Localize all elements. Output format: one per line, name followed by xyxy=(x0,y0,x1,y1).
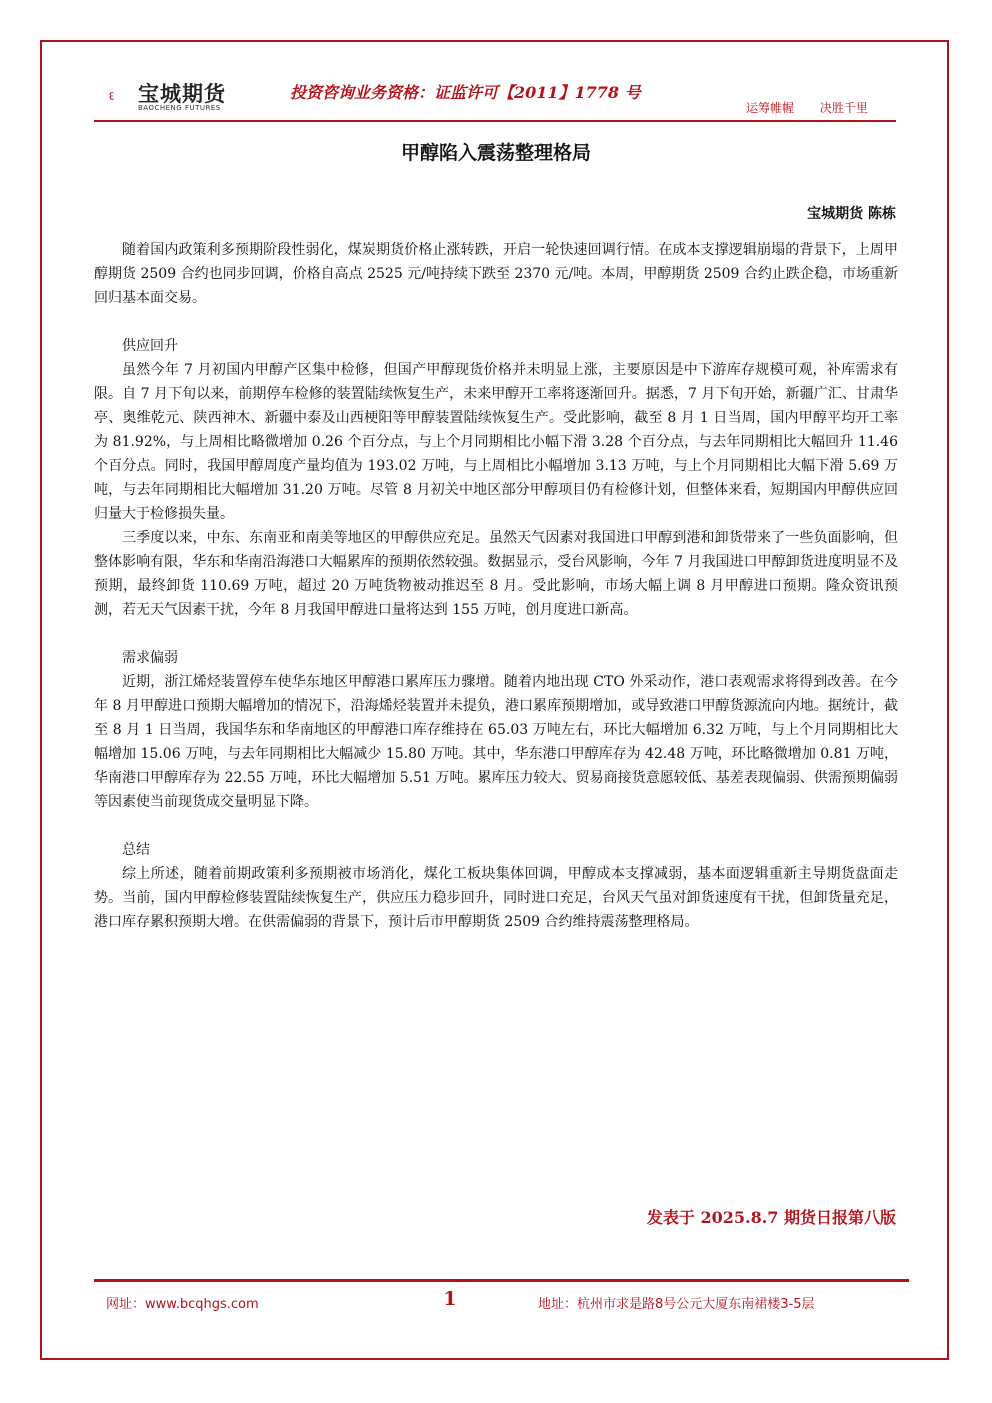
footer-divider xyxy=(94,1279,909,1282)
demand-paragraph-1: 近期，浙江烯烃装置停车使华东地区甲醇港口累库压力骤增。随着内地出现 CTO 外采动作，港口表观需求将得到改善。在今年 8 月甲醇进口预期大幅增加的情况下，沿海烯烃装置并未提负，港口累库预期增加，或导致港口甲醇货源流向内地。据统计，截至 8 月 1 日当周，我国华东和华南地区的甲醇港口库存维持在 65.03 万吨左右，环比大幅增加 6.32 万吨，与上个月同期相比大幅增加 15.06 万吨，与去年同期相比大幅减少 15.80 万吨。其中，华东港口甲醇库存为 42.48 万吨，环比略微增加 0.81 万吨，华南港口甲醇库存为 22.55 万吨，环比大幅增加 5.51 万吨。累库压力较大、贸易商接货意愿较低、基差表现偏弱、供需预期偏弱等因素使当前现货成交量明显下降。 xyxy=(94,674,898,810)
summary-paragraph-1: 综上所述，随着前期政策利多预期被市场消化，煤化工板块集体回调，甲醇成本支撑减弱，基本面逻辑重新主导期货盘面走势。当前，国内甲醇检修装置陆续恢复生产，供应压力稳步回升，同时进口充足，台风天气虽对卸货速度有干扰，但卸货量充足，港口库存累积预期大增。在供需偏弱的背景下，预计后市甲醇期货 2509 合约维持震荡整理格局。 xyxy=(94,866,898,930)
intro-paragraph: 随着国内政策利多预期阶段性弱化，煤炭期货价格止涨转跌，开启一轮快速回调行情。在成本支撑逻辑崩塌的背景下，上周甲醇期货 2509 合约也同步回调，价格自高点 2525 元/吨持续下跌至 2370 元/吨。本周，甲醇期货 2509 合约止跌企稳，市场重新回归基本面交易。 xyxy=(94,242,898,306)
supply-paragraph-2: 三季度以来，中东、东南亚和南美等地区的甲醇供应充足。虽然天气因素对我国进口甲醇到港和卸货带来了一些负面影响，但整体影响有限，华东和华南沿海港口大幅累库的预期依然较强。数据显示，受台风影响，今年 7 月我国进口甲醇卸货进度明显不及预期，最终卸货 110.69 万吨，超过 20 万吨货物被动推迟至 8 月。受此影响，市场大幅上调 8 月甲醇进口预期。隆众资讯预测，若无天气因素干扰，今年 8 月我国甲醇进口量将达到 155 万吨，创月度进口新高。 xyxy=(94,530,898,618)
page-number: 1 xyxy=(443,1288,457,1310)
section-heading-supply: 供应回升 xyxy=(122,338,178,354)
section-heading-summary: 总结 xyxy=(122,842,150,858)
header-divider xyxy=(94,120,896,122)
footer-website: 网址：www.bcqhgs.com xyxy=(106,1297,259,1312)
logo-text: 宝城期货 xyxy=(138,81,226,106)
section-heading-demand: 需求偏弱 xyxy=(122,650,178,666)
logo-subtitle: BAOCHENG FUTURES xyxy=(138,104,221,112)
supply-paragraph-1: 虽然今年 7 月初国内甲醇产区集中检修，但国产甲醇现货价格并未明显上涨，主要原因是中下游库存规模可观，补库需求有限。自 7 月下旬以来，前期停车检修的装置陆续恢复生产，未来甲醇开工率将逐渐回升。据悉，7 月下旬开始，新疆广汇、甘肃华亭、奥维乾元、陕西神木、新疆中泰及山西梗阳等甲醇装置陆续恢复生产。受此影响，截至 8 月 1 日当周，国内甲醇平均开工率为 81.92%，与上周相比略微增加 0.26 个百分点，与上个月同期相比小幅下滑 3.28 个百分点，与去年同期相比大幅回升 11.46 个百分点。同时，我国甲醇周度产量均值为 193.02 万吨，与上周相比小幅增加 3.13 万吨，与上个月同期相比大幅下滑 5.69 万吨，与去年同期相比大幅增加 31.20 万吨。尽管 8 月初关中地区部分甲醇项目仍有检修计划，但整体来看，短期国内甲醇供应回归量大于检修损失量。 xyxy=(94,362,898,522)
article-author: 宝城期货 陈栋 xyxy=(807,206,896,222)
footer-address: 地址：杭州市求是路8号公元大厦东南裙楼3-5层 xyxy=(538,1297,815,1312)
license-info: 投资咨询业务资格：证监许可【2011】1778 号 xyxy=(290,83,641,102)
publication-note: 发表于 2025.8.7 期货日报第八版 xyxy=(646,1208,896,1227)
article-body xyxy=(94,238,898,934)
baocheng-logo-icon xyxy=(108,76,138,116)
article-title: 甲醇陷入震荡整理格局 xyxy=(400,142,591,164)
company-motto: 运筹帷幄 决胜千里 xyxy=(746,101,868,115)
